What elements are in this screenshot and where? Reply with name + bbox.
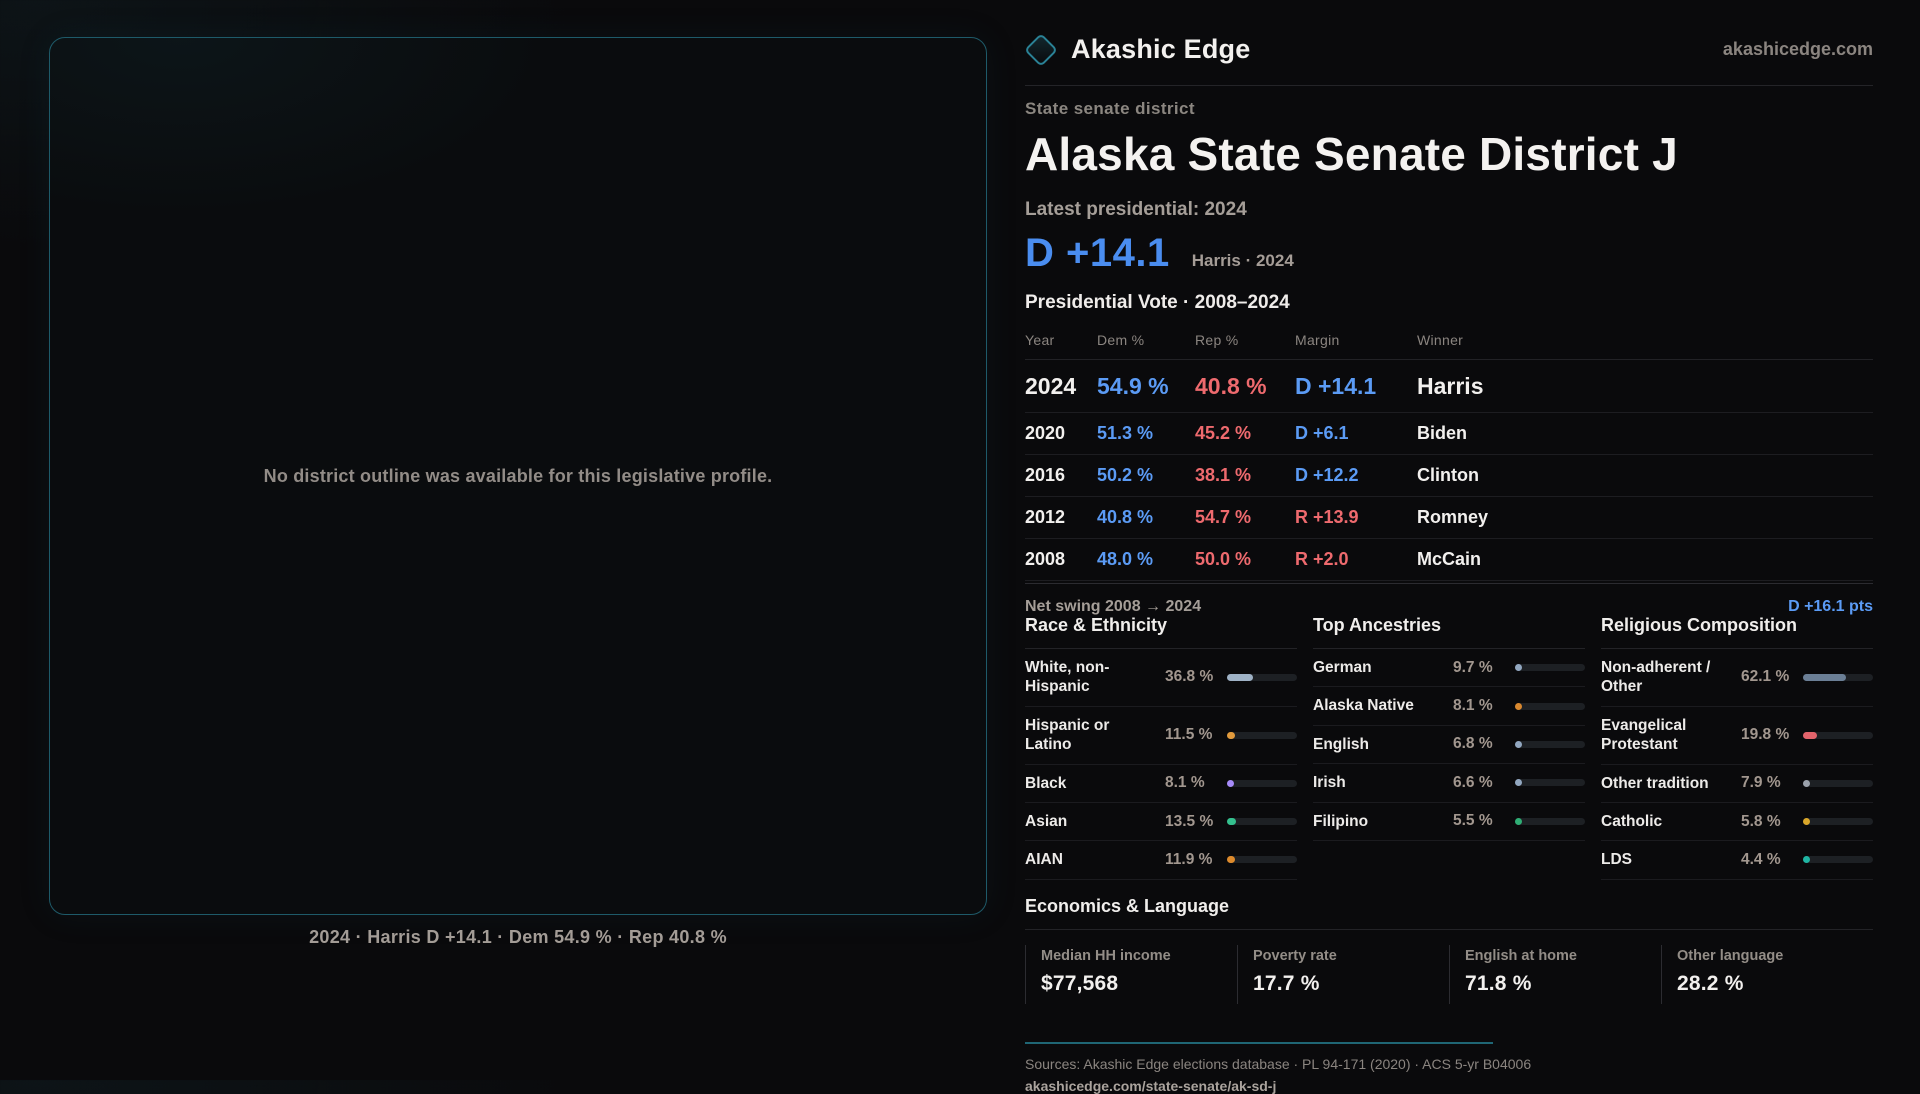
table-row-2020	[1025, 413, 1873, 455]
profile-panel	[1025, 34, 1873, 1094]
stat-value: 17.7 %	[1253, 971, 1320, 995]
demo-row	[1313, 803, 1585, 841]
vote-table-header	[1025, 332, 1873, 360]
stat-other-language	[1661, 945, 1873, 1004]
table-row-2024	[1025, 360, 1873, 413]
demo-bar-fill	[1227, 732, 1235, 739]
margin-cell: R +2.0	[1295, 549, 1349, 569]
demo-value: 13.5 %	[1165, 812, 1214, 830]
demo-row	[1601, 765, 1873, 803]
winner-cell: Romney	[1417, 507, 1489, 527]
demo-bar-track	[1227, 732, 1297, 739]
demographics-section	[1025, 615, 1873, 880]
rep-cell: 45.2 %	[1195, 423, 1252, 443]
demo-value: 6.6 %	[1453, 773, 1493, 791]
demo-row	[1025, 707, 1297, 765]
district-type-kicker: State senate district	[1025, 99, 1195, 118]
demo-bar-fill	[1803, 732, 1817, 739]
demo-bar-fill	[1515, 664, 1522, 671]
stat-label: English at home	[1465, 947, 1577, 964]
col-header-rep: Rep %	[1195, 332, 1239, 348]
religion-column	[1601, 615, 1873, 880]
winner-cell: Harris	[1417, 372, 1484, 399]
stat-label: Other language	[1677, 947, 1784, 964]
demo-bar-fill	[1803, 780, 1810, 787]
demo-label: English	[1313, 735, 1369, 753]
demo-label: Non-adherent / Other	[1601, 659, 1711, 696]
demo-value: 11.5 %	[1165, 726, 1213, 744]
demo-bar-track	[1515, 741, 1585, 748]
year-cell: 2024	[1025, 372, 1077, 399]
demo-label: Hispanic or Latino	[1025, 716, 1110, 754]
brand-name: Akashic Edge	[1071, 34, 1251, 64]
demo-bar-fill	[1803, 818, 1810, 825]
district-map-panel	[49, 37, 987, 915]
demo-row	[1025, 841, 1297, 879]
demo-bar-fill	[1515, 703, 1522, 710]
margin-cell: R +13.9	[1295, 507, 1359, 527]
demo-bar-fill	[1227, 780, 1234, 787]
year-cell: 2012	[1025, 507, 1066, 527]
dem-cell: 51.3 %	[1097, 423, 1154, 443]
demo-row	[1025, 803, 1297, 841]
demo-value: 4.4 %	[1741, 850, 1781, 868]
economics-title: Economics & Language	[1025, 896, 1873, 930]
col-header-dem: Dem %	[1097, 332, 1145, 348]
demo-bar-fill	[1803, 856, 1810, 863]
demo-bar-track	[1803, 780, 1873, 787]
demo-label: German	[1313, 659, 1372, 676]
brand-diamond-icon	[1024, 33, 1058, 67]
demo-bar-fill	[1227, 818, 1236, 825]
demo-bar-fill	[1803, 674, 1846, 681]
demo-row	[1601, 649, 1873, 707]
demo-bar-fill	[1515, 779, 1522, 786]
headline-margin-row	[1025, 231, 1873, 276]
table-row-2012	[1025, 497, 1873, 539]
demo-value: 8.1 %	[1165, 774, 1205, 792]
demo-bar-track	[1227, 856, 1297, 863]
demo-label: Black	[1025, 774, 1067, 792]
demo-bar-track	[1803, 818, 1873, 825]
demo-bar-track	[1227, 674, 1297, 681]
demo-bar-track	[1803, 856, 1873, 863]
rep-cell: 38.1 %	[1195, 465, 1252, 485]
demo-bar-fill	[1515, 818, 1522, 825]
latest-presidential-label: Latest presidential: 2024	[1025, 199, 1247, 220]
demo-bar-track	[1515, 664, 1585, 671]
demo-value: 36.8 %	[1165, 668, 1214, 686]
demo-bar-track	[1227, 780, 1297, 787]
col-header-year: Year	[1025, 332, 1055, 348]
col-header-winner: Winner	[1417, 332, 1464, 348]
ancestries-title: Top Ancestries	[1313, 615, 1585, 649]
demo-label: Irish	[1313, 774, 1346, 792]
margin-cell: D +6.1	[1295, 423, 1349, 443]
dem-cell: 40.8 %	[1097, 507, 1154, 527]
footer-sources: Sources: Akashic Edge elections database · PL 94-171 (2020) · ACS 5-yr B04006	[1025, 1055, 1532, 1072]
demo-label: AIAN	[1025, 851, 1063, 869]
demo-value: 5.5 %	[1453, 812, 1493, 830]
stat-value: 28.2 %	[1677, 971, 1744, 995]
stat-english-at-home	[1449, 945, 1661, 1004]
demo-bar-track	[1227, 818, 1297, 825]
demo-row	[1313, 687, 1585, 725]
rep-cell: 40.8 %	[1195, 372, 1267, 399]
table-row-2016	[1025, 455, 1873, 497]
site-header	[1025, 34, 1873, 86]
demo-value: 9.7 %	[1453, 658, 1493, 676]
dem-cell: 54.9 %	[1097, 372, 1169, 399]
stat-label: Poverty rate	[1253, 947, 1337, 964]
winner-cell: Biden	[1417, 423, 1468, 443]
demo-row	[1601, 707, 1873, 765]
ancestries-column	[1313, 615, 1585, 880]
rep-cell: 54.7 %	[1195, 507, 1252, 527]
map-caption: 2024 · Harris D +14.1 · Dem 54.9 % · Rep 40.8 %	[309, 927, 727, 947]
economics-stats	[1025, 945, 1873, 1004]
winner-cell: Clinton	[1417, 465, 1479, 485]
demo-row	[1313, 726, 1585, 764]
footer-accent-divider	[1025, 1042, 1493, 1044]
headline-margin-value: D +14.1	[1025, 231, 1170, 275]
demo-label: White, non-Hispanic	[1025, 659, 1110, 696]
col-header-margin: Margin	[1295, 332, 1340, 348]
demo-row	[1601, 841, 1873, 879]
demo-bar-track	[1515, 703, 1585, 710]
demo-value: 11.9 %	[1165, 850, 1213, 868]
net-swing-row	[1025, 583, 1873, 613]
religion-title: Religious Composition	[1601, 615, 1873, 649]
demo-bar-fill	[1227, 856, 1235, 863]
page-title: Alaska State Senate District J	[1025, 128, 1678, 180]
demo-label: Alaska Native	[1313, 697, 1414, 715]
demo-value: 62.1 %	[1741, 668, 1790, 686]
brand-lockup[interactable]	[1025, 34, 1250, 65]
demo-bar-track	[1515, 779, 1585, 786]
demo-row	[1313, 764, 1585, 802]
demo-label: Catholic	[1601, 812, 1663, 830]
year-cell: 2020	[1025, 423, 1066, 443]
year-cell: 2008	[1025, 549, 1066, 569]
demo-value: 6.8 %	[1453, 735, 1493, 753]
demo-label: Evangelical Protestant	[1601, 716, 1687, 754]
stat-value: $77,568	[1041, 971, 1119, 995]
race-ethnicity-column	[1025, 615, 1297, 880]
demo-row	[1025, 765, 1297, 803]
demo-label: Other tradition	[1601, 774, 1709, 792]
margin-cell: D +12.2	[1295, 465, 1359, 485]
year-cell: 2016	[1025, 465, 1066, 485]
demo-label: LDS	[1601, 851, 1632, 869]
header-domain-link[interactable]: akashicedge.com	[1722, 39, 1873, 59]
demo-value: 19.8 %	[1741, 726, 1790, 744]
stat-poverty-rate	[1237, 945, 1449, 1004]
demo-bar-fill	[1227, 674, 1253, 681]
headline-margin-note: Harris · 2024	[1191, 251, 1294, 270]
demo-value: 5.8 %	[1741, 812, 1781, 830]
stat-label: Median HH income	[1041, 947, 1171, 964]
dem-cell: 50.2 %	[1097, 465, 1154, 485]
demo-value: 7.9 %	[1741, 774, 1781, 792]
demo-bar-track	[1803, 674, 1873, 681]
map-empty-message: No district outline was available for this legislative profile.	[263, 465, 773, 486]
stat-median-income	[1025, 945, 1237, 1004]
stat-value: 71.8 %	[1465, 971, 1532, 995]
demo-label: Filipino	[1313, 812, 1369, 830]
rep-cell: 50.0 %	[1195, 549, 1252, 569]
winner-cell: McCain	[1417, 549, 1482, 569]
dem-cell: 48.0 %	[1097, 549, 1154, 569]
footer-permalink[interactable]: akashicedge.com/state-senate/ak-sd-j	[1025, 1077, 1277, 1094]
vote-table-title: Presidential Vote · 2008–2024	[1025, 292, 1290, 313]
race-ethnicity-title: Race & Ethnicity	[1025, 615, 1297, 649]
demo-value: 8.1 %	[1453, 697, 1493, 715]
demo-bar-fill	[1515, 741, 1522, 748]
margin-cell: D +14.1	[1295, 372, 1377, 399]
table-row-2008	[1025, 539, 1873, 581]
demo-row	[1601, 803, 1873, 841]
demo-row	[1025, 649, 1297, 707]
demo-bar-track	[1803, 732, 1873, 739]
net-swing-label: Net swing 2008 → 2024	[1025, 598, 1202, 615]
demo-row	[1313, 649, 1585, 687]
net-swing-value: D +16.1 pts	[1788, 598, 1873, 615]
demo-label: Asian	[1025, 812, 1068, 830]
demo-bar-track	[1515, 818, 1585, 825]
